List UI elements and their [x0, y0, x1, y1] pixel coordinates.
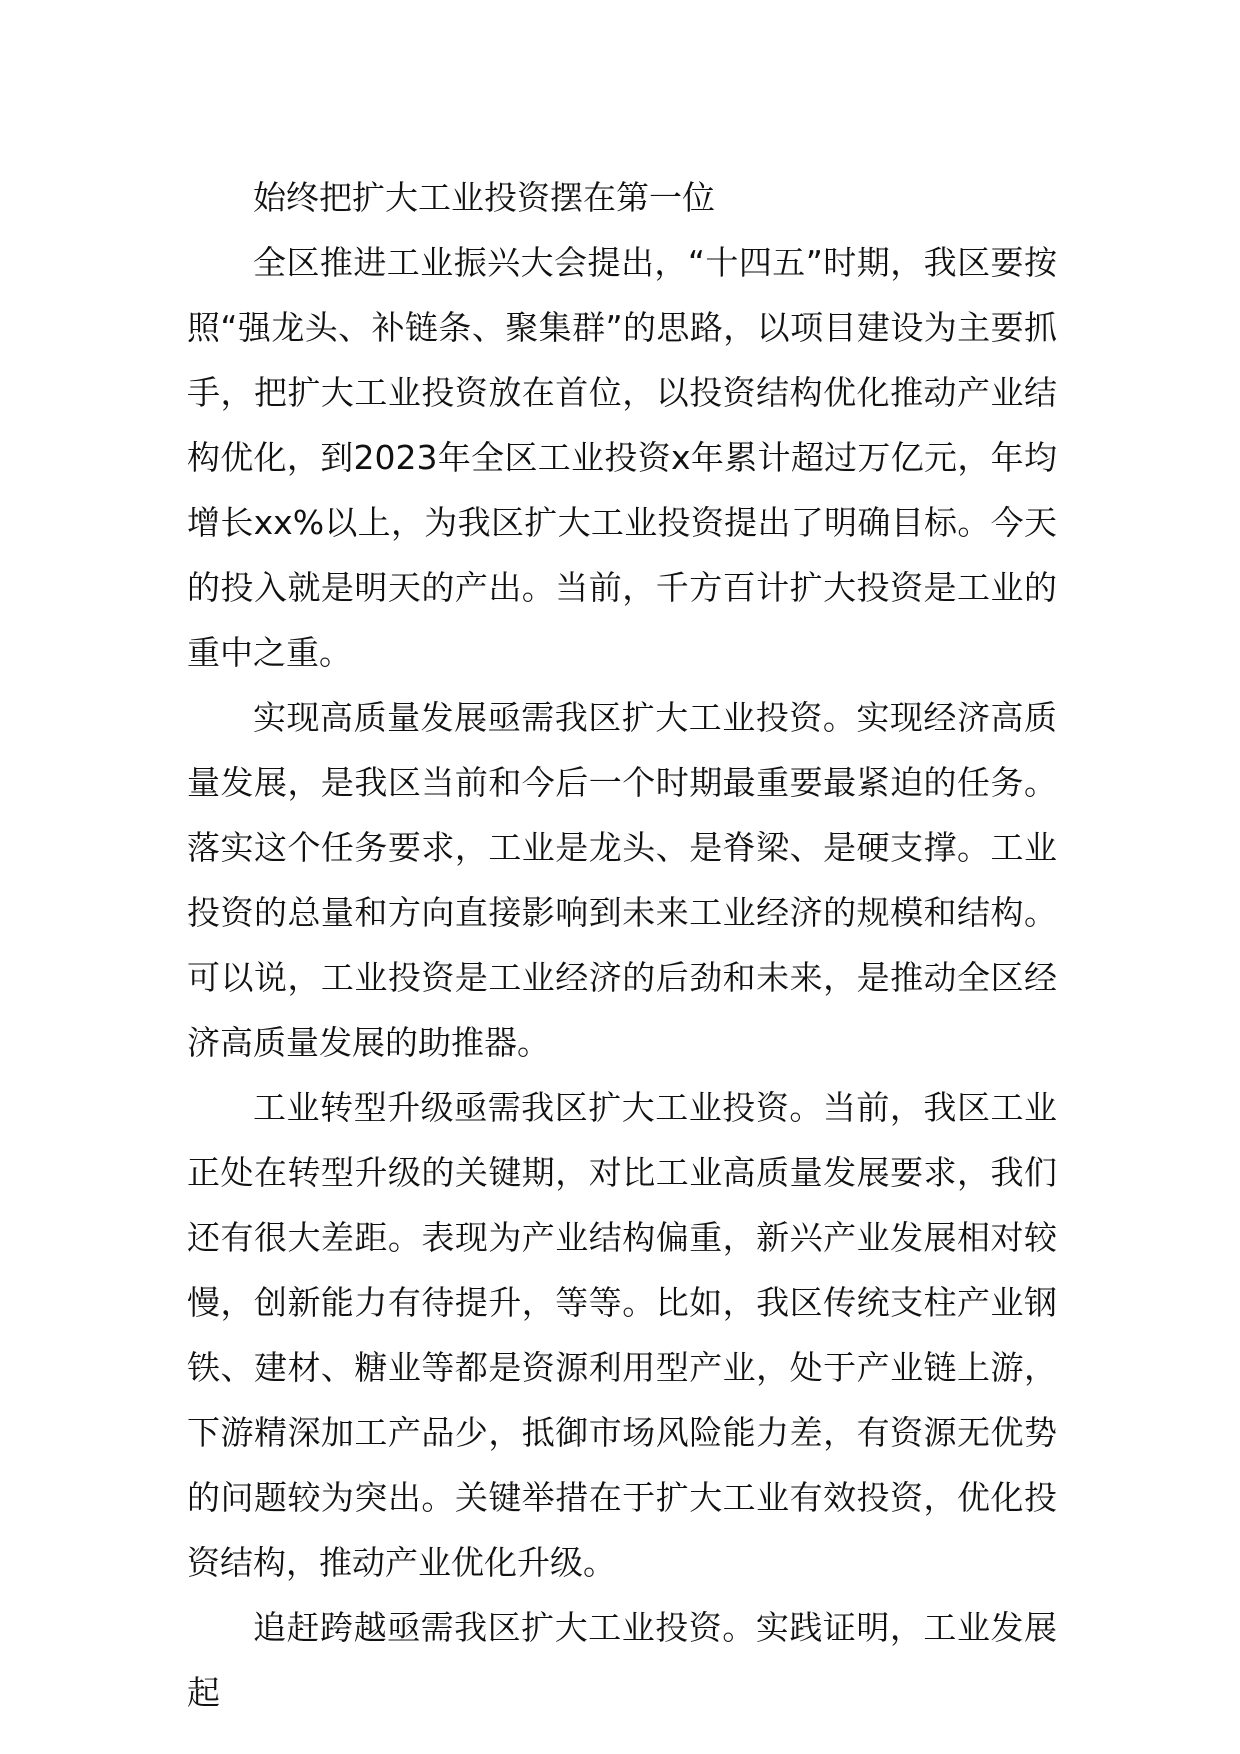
document-title: 始终把扩大工业投资摆在第一位	[253, 178, 715, 217]
paragraph-1: 全区推进工业振兴大会提出，“十四五”时期，我区要按照“强龙头、补链条、聚集群”的思路，以项目建设为主要抓手，把扩大工业投资放在首位，以投资结构优化推动产业结构优化，到2023年全区工业投资x年累计超过万亿元，年均增长xx%以上，为我区扩大工业投资提出了明确目标。今天的投入就是明天的产出。当前，千方百计扩大投资是工业的重中之重。	[187, 243, 1057, 672]
paragraph-2: 实现高质量发展亟需我区扩大工业投资。实现经济高质量发展，是我区当前和今后一个时期最重要最紧迫的任务。落实这个任务要求，工业是龙头、是脊梁、是硬支撑。工业投资的总量和方向直接影响到未来工业经济的规模和结构。可以说，工业投资是工业经济的后劲和未来，是推动全区经济高质量发展的助推器。	[187, 698, 1057, 1062]
paragraph-4: 追赶跨越亟需我区扩大工业投资。实践证明，工业发展起	[187, 1608, 1057, 1712]
document-body	[187, 165, 1057, 1725]
paragraph-3: 工业转型升级亟需我区扩大工业投资。当前，我区工业正处在转型升级的关键期，对比工业高质量发展要求，我们还有很大差距。表现为产业结构偏重，新兴产业发展相对较慢，创新能力有待提升，等等。比如，我区传统支柱产业钢铁、建材、糖业等都是资源利用型产业，处于产业链上游，下游精深加工产品少，抵御市场风险能力差，有资源无优势的问题较为突出。关键举措在于扩大工业有效投资，优化投资结构，推动产业优化升级。	[187, 1088, 1057, 1582]
